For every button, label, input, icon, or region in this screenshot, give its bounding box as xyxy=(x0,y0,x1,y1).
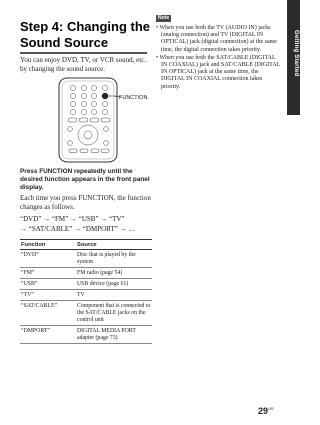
source-cell: USB device (page 61) xyxy=(77,279,152,290)
function-cell: “USB” xyxy=(20,279,77,290)
page-title: Step 4: Changing the Sound Source xyxy=(20,19,150,50)
function-button-highlight xyxy=(102,93,108,99)
column-header-function: Function xyxy=(20,240,77,250)
instruction-step: Press FUNCTION repeatedly until the desired function appears in the front panel display. xyxy=(20,168,150,191)
table-row xyxy=(20,326,152,344)
table-row xyxy=(20,290,152,301)
source-cell: FM radio (page 54) xyxy=(77,268,152,279)
table-row xyxy=(20,301,152,326)
source-cell: Disc that is played by the system xyxy=(77,250,152,268)
source-cell: DIGITAL MEDIA PORT adapter (page 73) xyxy=(77,326,152,344)
table-row xyxy=(20,250,152,268)
function-cell: “SAT/CABLE” xyxy=(20,301,77,326)
function-cell: “TV” xyxy=(20,290,77,301)
intro-text: You can enjoy DVD, TV, or VCR sound, etc. by changing the sound source. xyxy=(20,56,147,73)
note-label: Note xyxy=(158,15,170,21)
note-item: • When you use both the SAT/CABLE (DIGITAL IN COAXIAL) jack and SAT/CABLE (DIGITAL IN OPTICAL) jack at the same time, the DIGITAL IN COAXIAL connection takes priority. xyxy=(156,54,281,90)
page-region-suffix: US xyxy=(268,406,274,411)
source-cell: TV xyxy=(77,290,152,301)
note-item: • When you use both the TV (AUDIO IN) jacks (analog connection) and TV (DIGITAL IN OPTICAL) jack (digital connection) at the same time, the digital connection takes priority. xyxy=(156,25,277,53)
section-side-tab xyxy=(287,0,300,115)
sequence-line-2: → “SAT/CABLE” → “DMPORT” → … xyxy=(20,225,136,233)
function-sequence xyxy=(20,214,155,234)
title-divider xyxy=(20,52,147,54)
page-number-value: 29 xyxy=(258,406,269,416)
source-cell: Component that is connected to the SAT/CABLE jacks on the control unit xyxy=(77,301,152,326)
table-row xyxy=(20,279,152,290)
remote-control-illustration xyxy=(57,77,119,163)
column-header-source: Source xyxy=(77,240,152,250)
function-cell: “DVD” xyxy=(20,250,77,268)
section-tab-label: Getting Started xyxy=(293,30,299,77)
instruction-detail: Each time you press FUNCTION, the function changes as follows. xyxy=(20,194,151,211)
page-number xyxy=(258,406,274,416)
table-header-row xyxy=(20,240,152,250)
notes-section xyxy=(156,6,282,91)
sequence-line-1: “DVD” → “FM” → “USB” → “TV” xyxy=(20,215,125,223)
function-cell: “DMPORT” xyxy=(20,326,77,344)
function-table xyxy=(20,239,152,344)
function-cell: “FM” xyxy=(20,268,77,279)
table-row xyxy=(20,268,152,279)
function-callout-label: FUNCTION xyxy=(119,95,148,101)
